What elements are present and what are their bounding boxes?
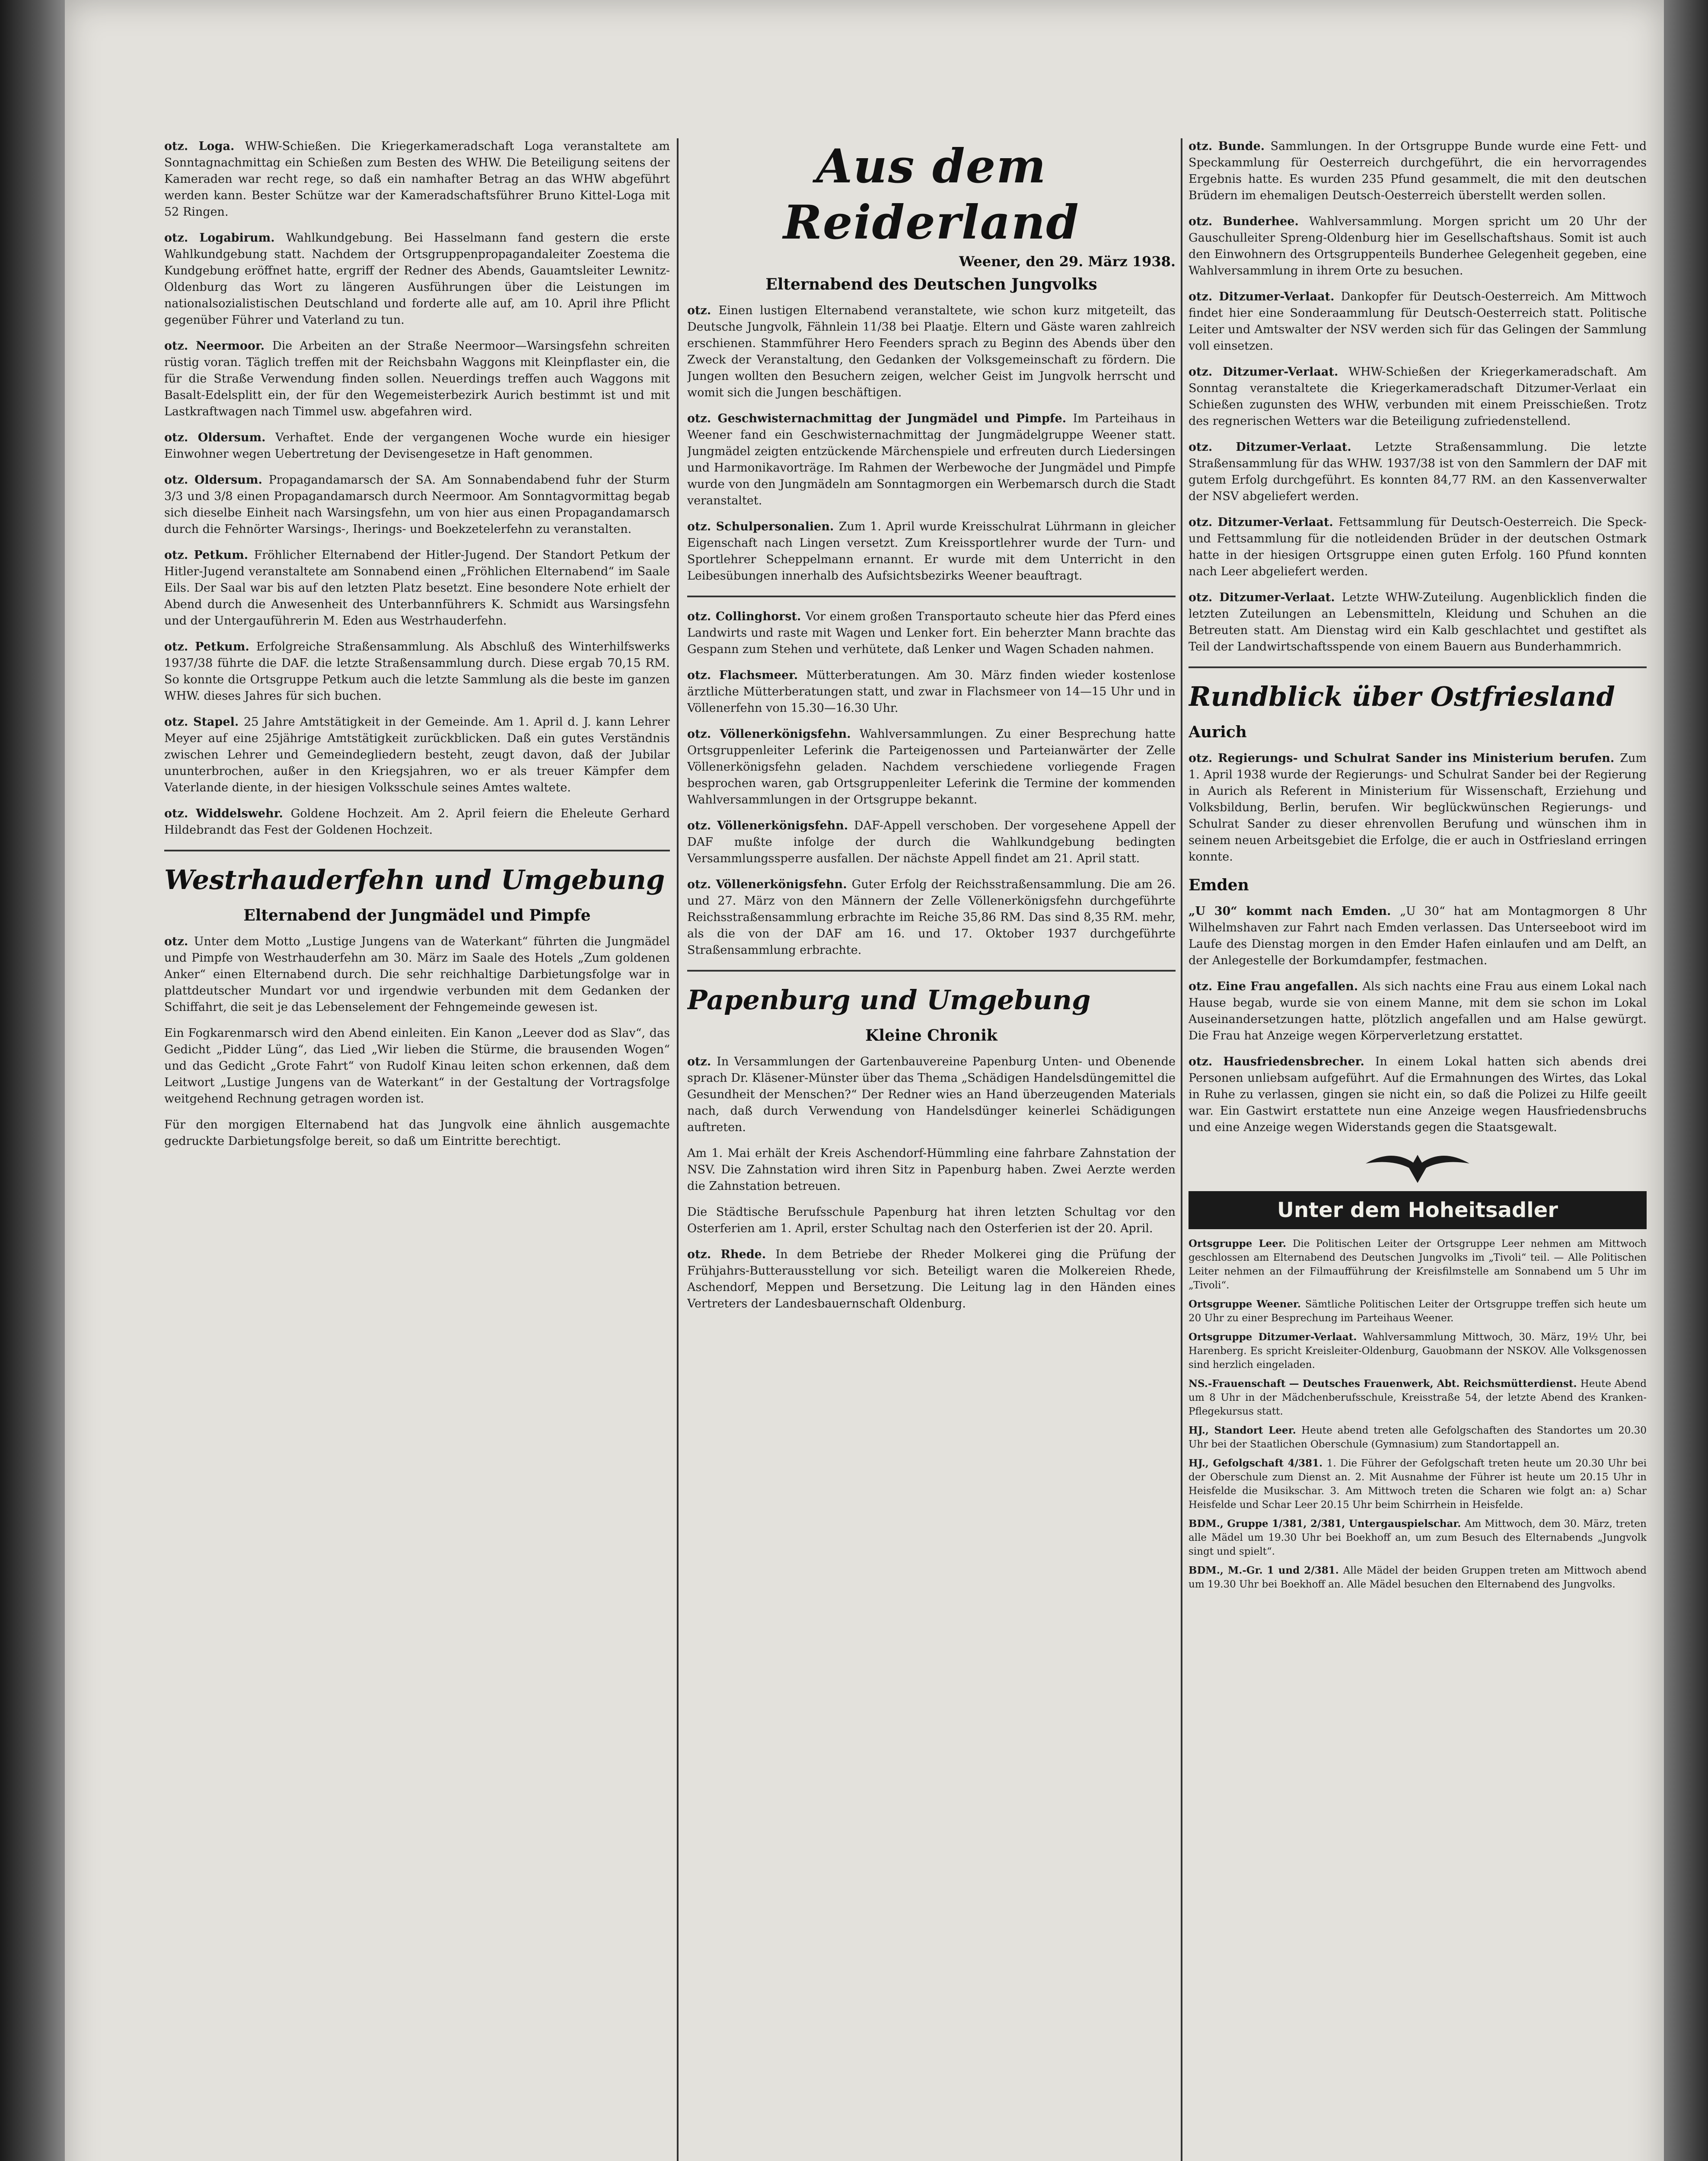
article-location: BDM., Gruppe 1/381, 2/381, Untergauspielschar. (1189, 1518, 1465, 1530)
article-list (687, 1054, 1176, 1312)
article-paragraph (164, 430, 670, 462)
article-text: Zum 1. April 1938 wurde der Regierungs- und Schulrat Sander bei der Regierung in Aurich als Referent in Ministerium für Wissenschaft, Erziehung und Volksbildung, Berlin, berufen. Wir beglückwünschen Regierungs- und Schulrat Sander zu dieser ehrenvollen Berufung und wünschen ihm in seinem neuen Arbeitsgebiet die Erfolge, die er auch in Ostfriesland erringen konnte. (1189, 752, 1647, 864)
article-location: otz. Ditzumer-Verlaat. (1189, 440, 1375, 454)
article-location: otz. Flachsmeer. (687, 669, 806, 682)
article-paragraph (687, 519, 1176, 584)
article-text: Guter Erfolg der Reichsstraßensammlung. Die am 26. und 27. März von den Männern der Zelle Völlenerkönigsfehn durchgeführte Reichsstraßensammlung erbrachte im Reiche 35,86 RM. Das sind 8,35 RM. mehr, als die von der DAF am 16. und 17. Oktober 1937 durchgeführte Straßensammlung erbrachte. (687, 878, 1176, 957)
article-text: Fettsammlung für Deutsch-Oesterreich. Die Speck- und Fettsammlung für die notleidenden Brüder in der deutschen Ostmark hatte in der hiesigen Ortsgruppe einen guten Erfolg. 160 Pfund konnten nach Leer abgeliefert werden. (1189, 516, 1647, 578)
article-location: otz. Ditzumer-Verlaat. (1189, 290, 1341, 303)
article-location: otz. Bunderhee. (1189, 215, 1309, 228)
section-heading: Papenburg und Umgebung (687, 984, 1091, 1016)
article-text: Letzte WHW-Zuteilung. Augenblicklich finden die letzten Zuteilungen an Lebensmitteln, Kleidung und Schuhen an die Betreuten statt. Am Dienstag wird ein Kalb geschlachtet und gestiftet als Teil der Landwirtschaftsspende von einem Bauern aus Bunderhammrich. (1189, 591, 1647, 653)
column-rule (677, 138, 679, 2161)
article-location: otz. Ditzumer-Verlaat. (1189, 516, 1339, 529)
article-location: otz. Collinghorst. (687, 610, 806, 623)
article-paragraph (164, 230, 670, 328)
article-location: otz. Hausfriedensbrecher. (1189, 1055, 1375, 1068)
article-paragraph (687, 1054, 1176, 1136)
article-location: otz. (687, 1055, 717, 1068)
article-location: otz. Rhede. (687, 1248, 776, 1261)
article-text: Verhaftet. Ende der vergangenen Woche wurde ein hiesiger Einwohner wegen Uebertretung der Devisengesetze in Haft genommen. (164, 431, 670, 461)
article-text: Die Arbeiten an der Straße Neermoor—Warsingsfehn schreiten rüstig voran. Täglich treffen mit der Reichsbahn Waggons mit Kleinpflaster ein, die für die Straße Verwendung finden sollen. Neuerdings treffen auch Waggons mit Basalt-Edelsplitt ein, der für den Wegemeisterbezirk Aurich bestimmt ist und mit Lastkraftwagen nach Timmel usw. abgefahren wird. (164, 339, 670, 418)
article-location: otz. Neermoor. (164, 339, 272, 353)
article-paragraph (1189, 364, 1647, 430)
article-list (164, 138, 670, 838)
column-3 (1189, 138, 1647, 2161)
article-paragraph (687, 411, 1176, 509)
article-paragraph (1189, 1457, 1647, 1512)
article-text: Dankopfer für Deutsch-Oesterreich. Am Mittwoch findet hier eine Sonderaammlung für Deutsch-Oesterreich statt. Politische Leiter und Amtswalter der NSV werden sich für das Gelingen der Sammlung voll einsetzen. (1189, 290, 1647, 353)
eagle-emblem-icon (1189, 1146, 1647, 1187)
article-list (1189, 903, 1647, 1136)
article-paragraph (164, 138, 670, 220)
article-list (1189, 138, 1647, 655)
article-location: otz. Petkum. (164, 640, 256, 653)
article-location: Ortsgruppe Weener. (1189, 1298, 1305, 1310)
article-location: otz. (164, 935, 194, 948)
article-location: BDM., M.-Gr. 1 und 2/381. (1189, 1565, 1343, 1576)
article-heading: Elternabend des Deutschen Jungvolks (765, 275, 1097, 293)
article-text: Fröhlicher Elternabend der Hitler-Jugend. Der Standort Petkum der Hitler-Jugend veranstaltete am Sonnabend einen „Fröhlichen Elternabend“ im Saale Eils. Der Saal war bis auf den letzten Platz besetzt. Eine besondere Note erhielt der Abend durch die Anwesenheit des Unterbannführers K. Schmidt aus Warsingsfehn und der Untergauführerin M. Eden aus Westrhauderfehn. (164, 548, 670, 628)
section-divider (164, 850, 670, 851)
article-location: otz. (687, 304, 719, 317)
newspaper-page (65, 0, 1664, 2161)
article-location: otz. Schulpersonalien. (687, 520, 839, 533)
dateline: Weener, den 29. März 1938. (959, 253, 1176, 270)
article-text: Vor einem großen Transportauto scheute hier das Pferd eines Landwirts und raste mit Wagen und Lenker fort. Ein beherzter Mann brachte das Gespann zum Stehen und verhütete, daß Lenker und Wagen Schaden nahmen. (687, 610, 1176, 656)
article-paragraph (164, 472, 670, 538)
article-location: otz. Ditzumer-Verlaat. (1189, 591, 1342, 604)
article-paragraph (164, 934, 670, 1016)
article-location: otz. Völlenerkönigsfehn. (687, 819, 854, 832)
column-2 (687, 138, 1176, 2161)
article-paragraph (1189, 750, 1647, 865)
article-paragraph (164, 714, 670, 796)
article-paragraph (164, 806, 670, 838)
article-text: Wahlversammlungen. Zu einer Besprechung hatte Ortsgruppenleiter Leferink die Parteigenossen und Parteianwärter der Zelle Völlenerkönigsfehn geladen. Nachdem verschiedene vorliegende Fragen besprochen waren, gab Ortsgruppenleiter Leferink die Termine der kommenden Wahlversammlungen in der Ortsgruppe bekannt. (687, 727, 1176, 806)
article-text: Erfolgreiche Straßensammlung. Als Abschluß des Winterhilfswerks 1937/38 führte die DAF. die letzte Straßensammlung durch. Diese ergab 70,15 RM. So konnte die Ortsgruppe Petkum auch die letzte Sammlung als die beste im ganzen WHW. dieses Jahres für sich buchen. (164, 640, 670, 703)
article-location: otz. Petkum. (164, 548, 254, 562)
notice-list (1189, 1237, 1647, 1591)
article-text: Mütterberatungen. Am 30. März finden wieder kostenlose ärztliche Mütterberatungen statt, und zwar in Flachsmeer von 14—15 Uhr und in Völlenerfehn von 15.30—16.30 Uhr. (687, 669, 1176, 715)
article-text: Heute abend treten alle Gefolgschaften des Standortes um 20.30 Uhr bei der Staatlichen Oberschule (Gymnasium) zum Standortappell an. (1189, 1425, 1647, 1450)
article-paragraph (1189, 1564, 1647, 1591)
article-text: Alle Mädel der beiden Gruppen treten am Mittwoch abend um 19.30 Uhr bei Boekhoff an. Alle Mädel besuchen den Elternabend des Jungvolks. (1189, 1565, 1647, 1590)
article-paragraph (687, 1145, 1176, 1195)
article-paragraph (164, 1117, 670, 1150)
article-text: Sammlungen. In der Ortsgruppe Bunde wurde eine Fett- und Speckammlung für Oesterreich durchgeführt, die ein hervorragendes Ergebnis hatte. Es wurden 235 Pfund gesammelt, die mit den deutschen Brüdern im ehemaligen Deutsch-Oesterreich überstellt werden sollen. (1189, 140, 1647, 202)
article-paragraph (164, 1025, 670, 1107)
article-paragraph (1189, 590, 1647, 655)
article-text: Goldene Hochzeit. Am 2. April feiern die Eheleute Gerhard Hildebrandt das Fest der Goldenen Hochzeit. (164, 807, 670, 837)
section-subheading: Elternabend der Jungmädel und Pimpfe (243, 906, 591, 924)
page-edge (1664, 0, 1708, 2161)
article-location: otz. Logabirum. (164, 231, 286, 245)
article-text: Die Politischen Leiter der Ortsgruppe Leer nehmen am Mittwoch geschlossen am Elternabend des Deutschen Jungvolks im „Tivoli“ teil. — Alle Politischen Leiter nehmen an der Filmaufführung der Kreisfilmstelle am Sonnabend um 5 Uhr im „Tivoli“. (1189, 1238, 1647, 1291)
article-text: Letzte Straßensammlung. Die letzte Straßensammlung für das WHW. 1937/38 ist von den Sammlern der DAF mit gutem Erfolg durchgeführt. Es konnten 84,77 RM. an den Kassenverwalter der NSV abgeliefert werden. (1189, 440, 1647, 503)
article-text: Heute Abend um 8 Uhr in der Mädchenberufsschule, Kreisstraße 54, der letzte Abend des Kranken-Pflegekursus statt. (1189, 1378, 1647, 1417)
article-paragraph (687, 667, 1176, 717)
article-paragraph (1189, 1377, 1647, 1418)
article-location: otz. Ditzumer-Verlaat. (1189, 365, 1349, 379)
article-paragraph (1189, 1297, 1647, 1325)
article-paragraph (1189, 289, 1647, 354)
article-paragraph (164, 547, 670, 629)
article-text: WHW-Schießen. Die Kriegerkameradschaft Loga veranstaltete am Sonntagnachmittag ein Schießen zum Besten des WHW. Die Beteiligung seitens der Kameraden war recht rege, so daß ein namhafter Betrag an das WHW abgeführt werden kann. Bester Schütze war der Kameradschaftsführer Bruno Kittel-Loga mit 52 Ringen. (164, 140, 670, 219)
article-location: „U 30“ kommt nach Emden. (1189, 905, 1400, 918)
article-paragraph (687, 818, 1176, 867)
article-text: Sämtliche Politischen Leiter der Ortsgruppe treffen sich heute um 20 Uhr zu einer Besprechung im Parteihaus Weener. (1189, 1299, 1647, 1324)
section-divider (687, 596, 1176, 597)
book-binding (0, 0, 65, 2161)
article-text: In Versammlungen der Gartenbauvereine Papenburg Unten- und Obenende sprach Dr. Kläsener-Münster über das Thema „Schädigen Handelsdüngemittel die Gesundheit der Menschen?“ Der Redner wies an Hand überzeugenden Materials nach, daß durch Verwendung von Handelsdünger keinerlei Schädigungen auftreten. (687, 1055, 1176, 1134)
article-text: „U 30“ hat am Montagmorgen 8 Uhr Wilhelmshaven zur Fahrt nach Emden verlassen. Das Unterseeboot wird im Laufe des Dienstag morgen in den Emder Hafen einlaufen und am Delft, an der Anlegestelle der Borkumdampfer, festmachen. (1189, 905, 1647, 967)
article-location: otz. Völlenerkönigsfehn. (687, 727, 860, 741)
section-subheading: Kleine Chronik (865, 1026, 997, 1045)
article-text: 25 Jahre Amtstätigkeit in der Gemeinde. Am 1. April d. J. kann Lehrer Meyer auf eine 25jährige Amtstätigkeit zurückblicken. Daß ein gutes Verständnis zwischen Lehrer und Gemeindegliedern besteht, zeugt davon, daß der Jubilar ununterbrochen, außer in den Kriegsjahren, wo er als treuer Kämpfer dem Vaterlande diente, in der hiesigen Volksschule seines Amtes waltete. (164, 715, 670, 794)
article-paragraph (164, 639, 670, 704)
article-text: WHW-Schießen der Kriegerkameradschaft. Am Sonntag veranstaltete die Kriegerkameradschaft Ditzumer-Verlaat ein Schießen zugunsten des WHW, verbunden mit einem Preisschießen. Trotz des regnerischen Wetters war die Beteiligung zufriedenstellend. (1189, 365, 1647, 428)
article-text: DAF-Appell verschoben. Der vorgesehene Appell der DAF mußte infolge der durch die Wahlkundgebung bedingten Versammlungssperre ausfallen. Der nächste Appell findet am 21. April statt. (687, 819, 1176, 865)
column-1 (164, 138, 670, 2161)
article-text: Wahlkundgebung. Bei Hasselmann fand gestern die erste Wahlkundgebung statt. Nachdem der Ortsgruppenpropagandaleiter Zoestema die Kundgebung eröffnet hatte, ergriff der Redner des Abends, Gauamtsleiter Lewnitz-Oldenburg das Wort zu längeren Ausführungen über die Leistungen im nationalsozialistischen Deutschland und forderte alle auf, am 10. April ihre Pflicht gegenüber Führer und Vaterland zu tun. (164, 231, 670, 327)
article-paragraph (1189, 1424, 1647, 1451)
article-text: Propagandamarsch der SA. Am Sonnabendabend fuhr der Sturm 3/3 und 3/8 einen Propagandamarsch durch Neermoor. Am Sonntagvormittag begab sich dieselbe Einheit nach Warsingsfehn, um von hier aus einen Propagandamarsch durch die Fehnörter Warsings-, Iherings- und Boekzetelerfehn zu veranstalten. (164, 473, 670, 536)
article-location: otz. Widdelswehr. (164, 807, 291, 820)
article-paragraph (1189, 1054, 1647, 1136)
article-list (1189, 750, 1647, 865)
article-text: Wahlversammlung. Morgen spricht um 20 Uhr der Gauschulleiter Spreng-Oldenburg hier im Gesellschaftshaus. Somit ist auch den Einwohnern des Ortsgruppenteils Bunderhee Gelegenheit gegeben, eine Wahlversammlung in ihrem Orte zu besuchen. (1189, 215, 1647, 277)
section-heading: Westrhauderfehn und Umgebung (164, 864, 665, 896)
article-text: Als sich nachts eine Frau aus einem Lokal nach Hause begab, wurde sie von einem Manne, mit dem sie schon im Lokal Auseinandersetzungen hatte, plötzlich angefallen und am Halse gewürgt. Die Frau hat Anzeige wegen Körperverletzung erstattet. (1189, 980, 1647, 1042)
column-rule (1181, 138, 1182, 2161)
town-heading: Aurich (1189, 723, 1247, 741)
article-paragraph (687, 609, 1176, 658)
article-text: Im Parteihaus in Weener fand ein Geschwisternachmittag der Jungmädelgruppe Weener statt. Jungmädel zeigten entzückende Märchenspiele und erfreuten durch Liedersingen und Harmonikavorträge. Im Rahmen der Werbewoche der Jungmädel und Pimpfe wurde von den Jungmädeln am Sonntagmorgen ein Werbemarsch durch die Stadt veranstaltet. (687, 412, 1176, 507)
article-location: Ortsgruppe Ditzumer-Verlaat. (1189, 1331, 1363, 1343)
section-heading: Rundblick über Ostfriesland (1189, 681, 1615, 712)
article-text: Einen lustigen Elternabend veranstaltete, wie schon kurz mitgeteilt, das Deutsche Jungvolk, Fähnlein 11/38 bei Plaatje. Eltern und Gäste waren zahlreich erschienen. Stammführer Hero Feenders sprach zu Beginn des Abends über den Zweck der Veranstaltung, den Gedanken der Volksgemeinschaft zu fördern. Die Jungen wollten den Besuchern zeigen, welcher Geist im Jungvolk herrscht und womit sich die Jungen beschäftigen. (687, 304, 1176, 399)
article-location: otz. Eine Frau angefallen. (1189, 980, 1363, 993)
article-text: Für den morgigen Elternabend hat das Jungvolk eine ähnlich ausgemachte gedruckte Darbietungsfolge bereit, so daß um Eintritte berechtigt. (164, 1118, 670, 1148)
town-heading: Emden (1189, 876, 1249, 894)
article-location: otz. Geschwisternachmittag der Jungmädel und Pimpfe. (687, 412, 1073, 425)
article-paragraph (1189, 1237, 1647, 1292)
article-location: otz. Völlenerkönigsfehn. (687, 878, 852, 891)
article-list (687, 303, 1176, 584)
article-paragraph (687, 1246, 1176, 1312)
article-text: Am Mittwoch, dem 30. März, treten alle Mädel um 19.30 Uhr bei Boekhoff an, um zum Besuch des Elternabends „Jungvolk singt und spielt“. (1189, 1518, 1647, 1557)
article-text: In dem Betriebe der Rheder Molkerei ging die Prüfung der Frühjahrs-Butterausstellung vor sich. Beteiligt waren die Molkereien Rhede, Aschendorf, Meppen und Bersetzung. Die Leitung lag in den Händen eines Vertreters der Landesbauernschaft Oldenburg. (687, 1248, 1176, 1310)
notice-banner: Unter dem Hoheitsadler (1189, 1191, 1647, 1229)
article-list (164, 934, 670, 1150)
article-paragraph (687, 726, 1176, 808)
article-paragraph (1189, 903, 1647, 969)
article-location: otz. Regierungs- und Schulrat Sander ins Ministerium berufen. (1189, 752, 1620, 765)
article-paragraph (1189, 1330, 1647, 1372)
article-location: otz. Bunde. (1189, 140, 1271, 153)
article-paragraph (1189, 439, 1647, 505)
article-text: Am 1. Mai erhält der Kreis Aschendorf-Hümmling eine fahrbare Zahnstation der NSV. Die Zahnstation wird ihren Sitz in Papenburg haben. Zwei Aerzte werden die Zahnstation betreuen. (687, 1147, 1176, 1193)
article-paragraph (687, 303, 1176, 401)
article-location: otz. Oldersum. (164, 473, 269, 487)
article-location: Ortsgruppe Leer. (1189, 1238, 1293, 1249)
article-text: Unter dem Motto „Lustige Jungens van de Waterkant“ führten die Jungmädel und Pimpfe von Westrhauderfehn am 30. März im Saale des Hotels „Zum goldenen Anker“ einen Elternabend durch. Die sehr reichhaltige Darbietungsfolge war in plattdeutscher Mundart vor und irgendwie verbunden mit dem Gedanken der Schiffahrt, die seit je das Lebenselement der Fehngemeinde gewesen ist. (164, 935, 670, 1014)
article-text: Ein Fogkarenmarsch wird den Abend einleiten. Ein Kanon „Leever dod as Slav“, das Gedicht „Pidder Lüng“, das Lied „Wir lieben die Stürme, die brausenden Wogen“ und das Gedicht „Grote Fahrt“ von Rudolf Kinau leiten schon erkennen, daß dem Leitwort „Lustige Jungens van de Waterkant“ in der Gestaltung der Vortragsfolge weitgehend Rechnung getragen worden ist. (164, 1026, 670, 1106)
article-location: otz. Loga. (164, 140, 245, 153)
article-text: 1. Die Führer der Gefolgschaft treten heute um 20.30 Uhr bei der Oberschule zum Dienst an. 2. Mit Ausnahme der Führer ist heute um 20.15 Uhr in Heisfelde die Musikschar. 3. Am Mittwoch treten die Scharen wie folgt an: a) Schar Heisfelde und Schar Leer 20.15 Uhr beim Schirrhein in Heisfelde. (1189, 1458, 1647, 1511)
article-location: otz. Oldersum. (164, 431, 276, 444)
article-paragraph (1189, 214, 1647, 279)
article-location: HJ., Gefolgschaft 4/381. (1189, 1457, 1327, 1469)
article-text: Zum 1. April wurde Kreisschulrat Lührmann in gleicher Eigenschaft nach Lingen versetzt. Zum Kreissportlehrer wurde der Turn- und Sportlehrer Scheppelmann ernannt. Er wurde mit dem Unterricht in den Leibesübungen innerhalb des Aufsichtsbezirks Weener beauftragt. (687, 520, 1176, 583)
masthead: Aus dem Reiderland (783, 139, 1080, 250)
article-paragraph (1189, 1517, 1647, 1559)
article-paragraph (1189, 514, 1647, 580)
article-location: NS.-Frauenschaft — Deutsches Frauenwerk, Abt. Reichsmütterdienst. (1189, 1378, 1581, 1390)
article-paragraph (687, 1204, 1176, 1237)
article-paragraph (1189, 979, 1647, 1044)
article-paragraph (164, 338, 670, 420)
section-divider (1189, 666, 1647, 668)
article-text: In einem Lokal hatten sich abends drei Personen unliebsam aufgeführt. Auf die Ermahnungen des Wirtes, das Lokal in Ruhe zu verlassen, gingen sie nicht ein, so daß die Polizei zu Hilfe geeilt war. Ein Gastwirt erstattete nun eine Anzeige wegen Hausfriedensbruchs und eine Anzeige wegen Widerstands gegen die Staatsgewalt. (1189, 1055, 1647, 1134)
article-paragraph (1189, 138, 1647, 204)
article-location: HJ., Standort Leer. (1189, 1425, 1302, 1436)
article-text: Wahlversammlung Mittwoch, 30. März, 19½ Uhr, bei Harenberg. Es spricht Kreisleiter-Oldenburg, Gauobmann der NSKOV. Alle Volksgenossen sind herzlich eingeladen. (1189, 1332, 1647, 1371)
article-location: otz. Stapel. (164, 715, 244, 729)
article-paragraph (687, 877, 1176, 959)
article-list (687, 609, 1176, 959)
section-divider (687, 970, 1176, 972)
article-text: Die Städtische Berufsschule Papenburg hat ihren letzten Schultag vor den Osterferien am 1. April, erster Schultag nach den Osterferien ist der 20. April. (687, 1205, 1176, 1235)
